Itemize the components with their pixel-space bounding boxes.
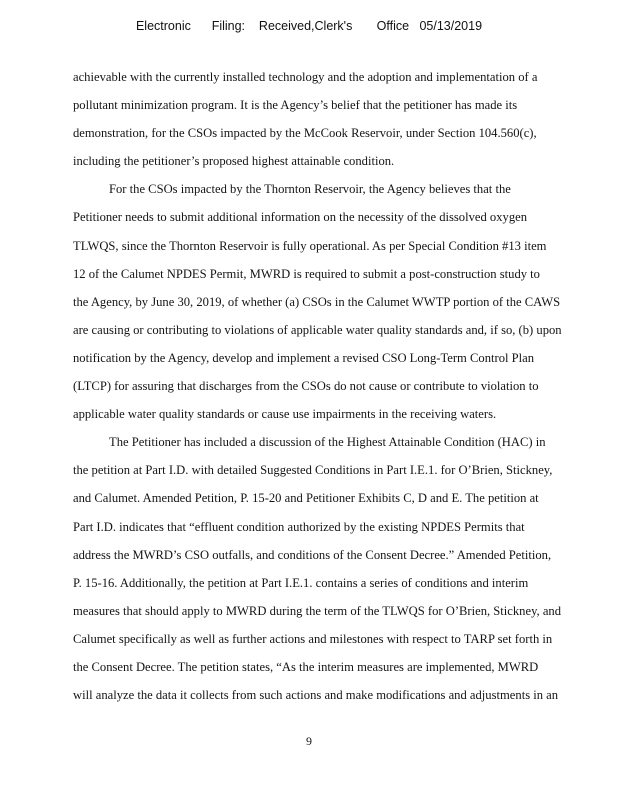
text-line: TLWQS, since the Thornton Reservoir is fully operational. As per Special Condition #13 item: [73, 238, 547, 253]
text-line: measures that should apply to MWRD during the term of the TLWQS for O’Brien, Stickney, and: [73, 603, 562, 618]
text-line: pollutant minimization program. It is the Agency’s belief that the petitioner has made its: [73, 98, 518, 113]
text-line: Calumet specifically as well as further actions and milestones with respect to TARP set forth in: [73, 631, 553, 646]
filing-stamp-header: Electronic Filing: Received,Clerk's Office 05/13/2019: [135, 19, 483, 33]
text-line: and Calumet. Amended Petition, P. 15-20 and Petitioner Exhibits C, D and E. The petition at: [73, 491, 539, 506]
text-line: the Agency, by June 30, 2019, of whether (a) CSOs in the Calumet WWTP portion of the CAWS: [73, 294, 561, 309]
text-line: applicable water quality standards or cause use impairments in the receiving waters.: [73, 407, 497, 422]
text-line: For the CSOs impacted by the Thornton Reservoir, the Agency believes that the: [109, 182, 511, 197]
text-line: the Consent Decree. The petition states, “As the interim measures are implemented, MWRD: [73, 659, 539, 674]
text-line: achievable with the currently installed technology and the adoption and implementation of a: [73, 70, 538, 84]
text-line: 12 of the Calumet NPDES Permit, MWRD is required to submit a post-construction study to: [73, 266, 540, 281]
text-line: will analyze the data it collects from such actions and make modifications and adjustments in an: [73, 688, 559, 703]
text-line: Part I.D. indicates that “effluent condition authorized by the existing NPDES Permits that: [73, 519, 525, 534]
paragraph-mccook-conclusion: [73, 63, 573, 175]
text-line: address the MWRD’s CSO outfalls, and conditions of the Consent Decree.” Amended Petition,: [73, 547, 552, 562]
text-line: notification by the Agency, develop and implement a revised CSO Long-Term Control Plan: [73, 350, 535, 365]
document-body: [73, 63, 573, 709]
text-line: The Petitioner has included a discussion of the Highest Attainable Condition (HAC) in: [109, 435, 546, 450]
page-number: 9: [306, 734, 312, 748]
text-line: (LTCP) for assuring that discharges from the CSOs do not cause or contribute to violation to: [73, 379, 539, 394]
text-line: Petitioner needs to submit additional information on the necessity of the dissolved oxygen: [73, 210, 527, 225]
text-line: the petition at Part I.D. with detailed Suggested Conditions in Part I.E.1. for O’Brien, Stickney,: [73, 463, 553, 478]
text-line: demonstration, for the CSOs impacted by the McCook Reservoir, under Section 104.560(c),: [73, 126, 537, 141]
paragraph-thornton-reservoir: [73, 175, 573, 428]
text-line: are causing or contributing to violations of applicable water quality standards and, if so, (b) upon: [73, 322, 562, 337]
text-line: including the petitioner’s proposed highest attainable condition.: [73, 154, 395, 169]
text-line: P. 15-16. Additionally, the petition at Part I.E.1. contains a series of conditions and interim: [73, 575, 529, 590]
paragraph-highest-attainable-condition: [73, 428, 573, 709]
